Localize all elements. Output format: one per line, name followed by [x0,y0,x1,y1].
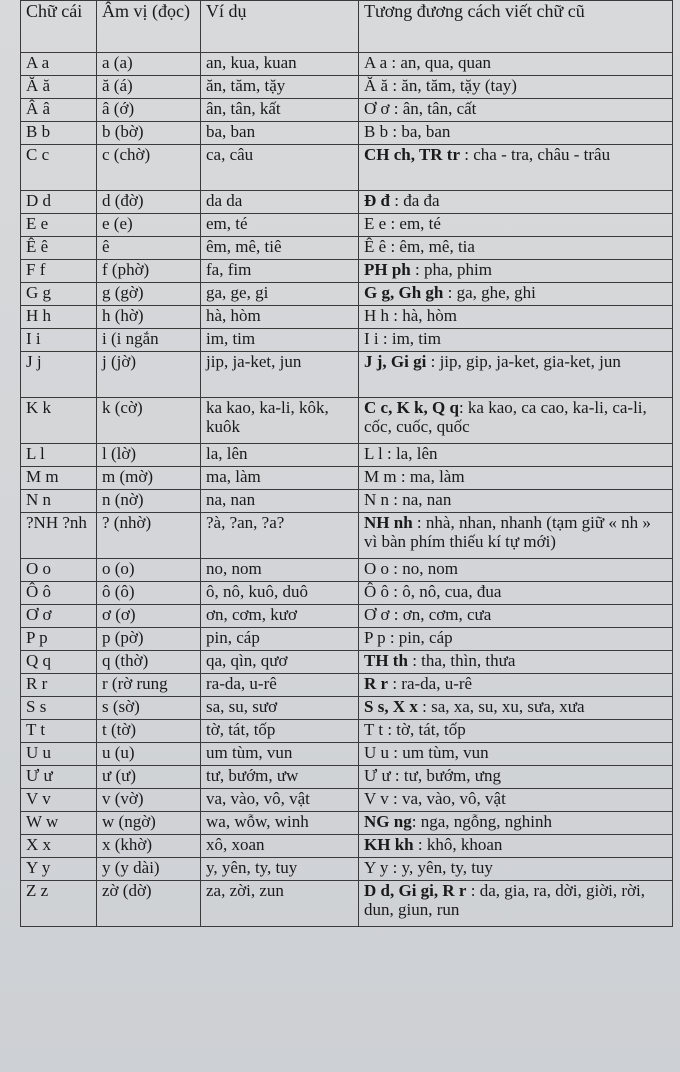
old-spelling-key: U u [364,743,390,762]
old-spelling-examples: : ka kao, ca cao, ka-li, ca-li, cốc, cuốc, quốc [364,398,647,437]
old-spelling-key: Y y [364,858,389,877]
old-spelling-key: C c, K k, Q q [364,398,459,417]
old-spelling-key: M m [364,467,397,486]
letter-cell: Ô ô [21,582,97,605]
old-spelling-examples: : ga, ghe, ghi [443,283,536,302]
letter-cell: P p [21,628,97,651]
sound-cell: m (mờ) [97,467,201,490]
example-cell: hà, hòm [201,306,359,329]
sound-cell: a (a) [97,53,201,76]
old-spelling-key: H h [364,306,390,325]
table-row [21,283,673,306]
old-spelling-cell [359,881,673,927]
table-row [21,559,673,582]
old-spelling-key: S s, X x [364,697,418,716]
sound-cell: l (lờ) [97,444,201,467]
sound-cell: ê [97,237,201,260]
table-row [21,858,673,881]
table-row [21,490,673,513]
old-spelling-key: CH ch, TR tr [364,145,461,164]
letter-cell: Ă ă [21,76,97,99]
letter-cell: Ư ư [21,766,97,789]
old-spelling-cell [359,352,673,398]
old-spelling-cell [359,237,673,260]
old-spelling-key: KH kh [364,835,414,854]
example-cell: ca, câu [201,145,359,191]
example-cell: xô, xoan [201,835,359,858]
example-cell: sa, su, sươ [201,697,359,720]
example-cell: pin, cáp [201,628,359,651]
letter-cell: E e [21,214,97,237]
sound-cell: x (khờ) [97,835,201,858]
table-row [21,53,673,76]
sound-cell: k (cờ) [97,398,201,444]
old-spelling-key: V v [364,789,389,808]
letter-cell: X x [21,835,97,858]
old-spelling-examples: : ba, ban [388,122,451,141]
old-spelling-key: T t [364,720,384,739]
old-spelling-cell [359,743,673,766]
old-spelling-examples: : cha - tra, châu - trâu [460,145,611,164]
old-spelling-cell [359,720,673,743]
old-spelling-examples: : na, nan [389,490,452,509]
letter-cell: Ơ ơ [21,605,97,628]
table-row [21,467,673,490]
old-spelling-examples: : an, qua, quan [387,53,491,72]
letter-cell: C c [21,145,97,191]
table-row [21,76,673,99]
old-spelling-examples: : khô, khoan [413,835,503,854]
letter-cell: O o [21,559,97,582]
sound-cell: q (thờ) [97,651,201,674]
old-spelling-key: I i [364,329,379,348]
example-cell: na, nan [201,490,359,513]
sound-cell: t (tờ) [97,720,201,743]
sound-cell: ơ (ơ) [97,605,201,628]
old-spelling-cell [359,490,673,513]
example-cell: fa, fim [201,260,359,283]
table-row [21,881,673,927]
example-cell: va, vào, vô, vật [201,789,359,812]
old-spelling-examples: : tờ, tát, tốp [383,720,466,739]
example-cell: tờ, tát, tốp [201,720,359,743]
table-row [21,352,673,398]
sound-cell: i (i ngắn [97,329,201,352]
old-spelling-examples: : ra-da, u-rê [388,674,473,693]
old-spelling-cell [359,398,673,444]
old-spelling-cell [359,122,673,145]
sound-cell: v (vờ) [97,789,201,812]
table-row [21,122,673,145]
letter-cell: H h [21,306,97,329]
old-spelling-examples: : nga, ngỗng, nghinh [411,812,552,831]
old-spelling-key: P p [364,628,386,647]
table-row [21,789,673,812]
example-cell: no, nom [201,559,359,582]
old-spelling-key: PH ph [364,260,411,279]
old-spelling-key: J j, Gi gi [364,352,427,371]
letter-cell: S s [21,697,97,720]
example-cell: em, té [201,214,359,237]
old-spelling-key: NG ng [364,812,412,831]
table-row [21,398,673,444]
sound-cell: f (phờ) [97,260,201,283]
header-letter: Chữ cái [21,1,97,53]
old-spelling-examples: : ơn, cơm, cưa [389,605,492,624]
example-cell: ăn, tăm, tặy [201,76,359,99]
old-spelling-cell [359,559,673,582]
old-spelling-cell [359,329,673,352]
table-row [21,835,673,858]
example-cell: im, tim [201,329,359,352]
letter-cell: J j [21,352,97,398]
old-spelling-examples: : ăn, tăm, tặy (tay) [388,76,517,95]
example-cell: jip, ja-ket, jun [201,352,359,398]
old-spelling-examples: : đa đa [389,191,440,210]
letter-cell: ?NH ?nh [21,513,97,559]
old-spelling-cell [359,789,673,812]
old-spelling-cell [359,99,673,122]
table-row [21,444,673,467]
example-cell: la, lên [201,444,359,467]
table-row [21,628,673,651]
old-spelling-examples: : y, yên, ty, tuy [388,858,493,877]
table-row [21,214,673,237]
old-spelling-examples: : no, nom [389,559,458,578]
sound-cell: ô (ô) [97,582,201,605]
sound-cell: r (rờ rung [97,674,201,697]
sound-cell: j (jờ) [97,352,201,398]
sound-cell: y (y dài) [97,858,201,881]
example-cell: ô, nô, kuô, duô [201,582,359,605]
sound-cell: n (nờ) [97,490,201,513]
old-spelling-cell [359,76,673,99]
sound-cell: ă (á) [97,76,201,99]
sound-cell: s (sờ) [97,697,201,720]
old-spelling-examples: : ân, tân, cất [389,99,477,118]
example-cell: tư, bướm, ưw [201,766,359,789]
old-spelling-cell [359,812,673,835]
old-spelling-cell [359,191,673,214]
old-spelling-key: G g, Gh gh [364,283,444,302]
table-row [21,191,673,214]
old-spelling-key: Ă ă [364,76,389,95]
old-spelling-cell [359,674,673,697]
table-row [21,697,673,720]
example-cell: êm, mê, tiê [201,237,359,260]
sound-cell: u (u) [97,743,201,766]
letter-cell: Ê ê [21,237,97,260]
letter-cell: N n [21,490,97,513]
old-spelling-examples: : pha, phim [410,260,492,279]
old-spelling-key: N n [364,490,390,509]
example-cell: ga, ge, gi [201,283,359,306]
letter-cell: T t [21,720,97,743]
old-spelling-key: Ơ ơ [364,99,390,118]
old-spelling-examples: : ma, làm [396,467,465,486]
example-cell: wa, wỗw, winh [201,812,359,835]
old-spelling-key: O o [364,559,390,578]
example-cell: ba, ban [201,122,359,145]
letter-cell: D d [21,191,97,214]
letter-cell: Z z [21,881,97,927]
table-row [21,582,673,605]
table-row [21,513,673,559]
example-cell: an, kua, kuan [201,53,359,76]
old-spelling-key: TH th [364,651,408,670]
old-spelling-cell [359,145,673,191]
table-row [21,720,673,743]
old-spelling-examples: : êm, mê, tia [386,237,475,256]
old-spelling-examples: : pin, cáp [385,628,453,647]
old-spelling-examples: : tha, thìn, thưa [407,651,516,670]
table-row [21,260,673,283]
old-spelling-key: Ô ô [364,582,390,601]
letter-cell: I i [21,329,97,352]
sound-cell: â (ớ) [97,99,201,122]
letter-cell: U u [21,743,97,766]
sound-cell: d (đờ) [97,191,201,214]
header-example: Ví dụ [201,1,359,53]
old-spelling-cell [359,283,673,306]
old-spelling-key: Ơ ơ [364,605,390,624]
old-spelling-examples: : la, lên [382,444,438,463]
table-row [21,743,673,766]
table-row [21,605,673,628]
example-cell: ma, làm [201,467,359,490]
letter-cell: F f [21,260,97,283]
old-spelling-examples: : tư, bướm, ưng [390,766,501,785]
old-spelling-examples: : im, tim [378,329,441,348]
example-cell: ơn, cơm, kươ [201,605,359,628]
old-spelling-cell [359,766,673,789]
example-cell: ra-da, u-rê [201,674,359,697]
old-spelling-cell [359,467,673,490]
sound-cell: p (pờ) [97,628,201,651]
example-cell: y, yên, ty, tuy [201,858,359,881]
sound-cell: g (gờ) [97,283,201,306]
old-spelling-cell [359,444,673,467]
letter-cell: B b [21,122,97,145]
header-row [21,1,673,53]
old-spelling-cell [359,605,673,628]
example-cell: qa, qìn, qươ [201,651,359,674]
letter-cell: Â â [21,99,97,122]
sound-cell: o (o) [97,559,201,582]
letter-cell: G g [21,283,97,306]
old-spelling-cell [359,697,673,720]
old-spelling-cell [359,628,673,651]
old-spelling-key: NH nh [364,513,413,532]
sound-cell: w (ngờ) [97,812,201,835]
table-row [21,306,673,329]
sound-cell: h (hờ) [97,306,201,329]
old-spelling-key: Đ đ [364,191,390,210]
old-spelling-key: Ê ê [364,237,387,256]
table-row [21,651,673,674]
old-spelling-examples: : em, té [386,214,441,233]
example-cell: ?à, ?an, ?a? [201,513,359,559]
table-row [21,674,673,697]
old-spelling-examples: : da, gia, ra, dời, giời, rời, dun, giun, run [364,881,646,920]
old-spelling-cell [359,260,673,283]
sound-cell: c (chờ) [97,145,201,191]
old-spelling-cell [359,513,673,559]
old-spelling-cell [359,651,673,674]
old-spelling-cell [359,306,673,329]
sound-cell: ư (ư) [97,766,201,789]
old-spelling-examples: : um tùm, vun [389,743,489,762]
table-row [21,99,673,122]
sound-cell: e (e) [97,214,201,237]
letter-cell: K k [21,398,97,444]
old-spelling-cell [359,835,673,858]
letter-cell: R r [21,674,97,697]
old-spelling-cell [359,214,673,237]
sound-cell: zờ (dờ) [97,881,201,927]
old-spelling-key: Ư ư [364,766,391,785]
letter-cell: M m [21,467,97,490]
example-cell: za, zời, zun [201,881,359,927]
old-spelling-cell [359,858,673,881]
example-cell: da da [201,191,359,214]
header-sound: Âm vị (đọc) [97,1,201,53]
letter-cell: Q q [21,651,97,674]
old-spelling-examples: : hà, hòm [389,306,458,325]
example-cell: um tùm, vun [201,743,359,766]
old-spelling-cell [359,582,673,605]
table-row [21,237,673,260]
example-cell: ân, tân, kất [201,99,359,122]
example-cell: ka kao, ka-li, kôk, kuôk [201,398,359,444]
old-spelling-examples: : nhà, nhan, nhanh (tạm giữ « nh » vì bàn phím thiếu kí tự mới) [364,513,651,552]
letter-cell: Y y [21,858,97,881]
table-row [21,812,673,835]
old-spelling-key: D d, Gi gi, R r [364,881,467,900]
table-row [21,145,673,191]
letter-cell: W w [21,812,97,835]
table-row [21,329,673,352]
letter-cell: L l [21,444,97,467]
old-spelling-key: E e [364,214,387,233]
alphabet-table [20,0,673,927]
old-spelling-examples: : va, vào, vô, vật [388,789,506,808]
table-body [21,53,673,927]
old-spelling-examples: : ô, nô, cua, đua [389,582,502,601]
old-spelling-cell [359,53,673,76]
sound-cell: ? (nhờ) [97,513,201,559]
old-spelling-examples: : sa, xa, su, xu, sưa, xưa [417,697,585,716]
letter-cell: V v [21,789,97,812]
old-spelling-key: A a [364,53,388,72]
table-row [21,766,673,789]
header-old-spelling: Tương đương cách viết chữ cũ [359,1,673,53]
old-spelling-key: R r [364,674,389,693]
old-spelling-examples: : jip, gip, ja-ket, gia-ket, jun [426,352,621,371]
sound-cell: b (bờ) [97,122,201,145]
old-spelling-key: B b [364,122,389,141]
old-spelling-key: L l [364,444,383,463]
letter-cell: A a [21,53,97,76]
